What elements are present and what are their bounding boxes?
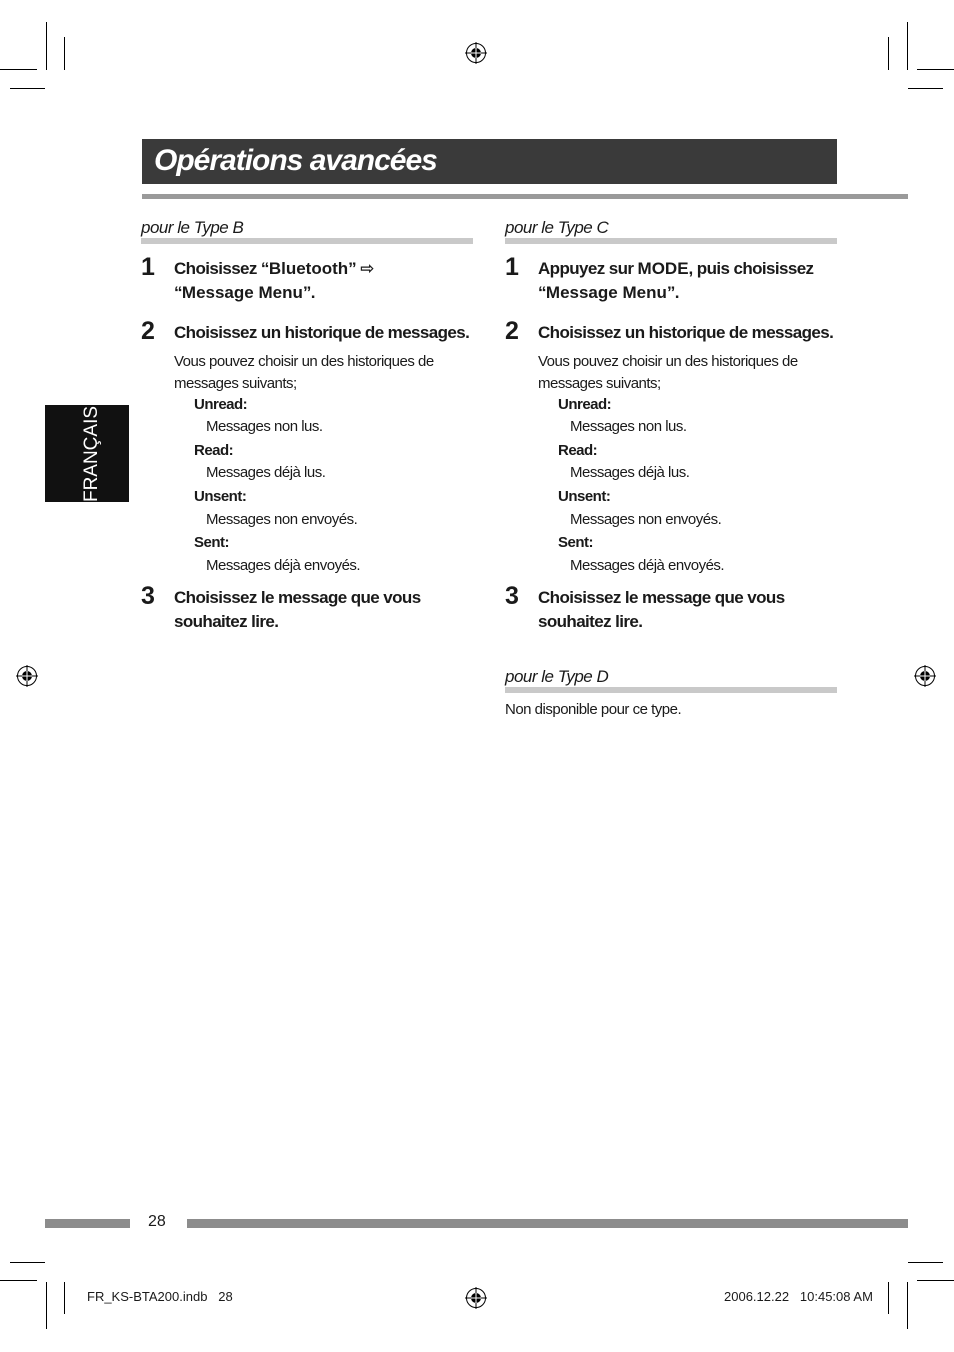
definition-term: Sent: <box>558 534 593 551</box>
definition-desc: Messages non envoyés. <box>206 511 358 528</box>
crop-mark <box>907 1282 908 1329</box>
key-label: MODE <box>637 259 689 278</box>
definition-term: Read: <box>194 442 234 459</box>
page-number: 28 <box>148 1213 166 1230</box>
section-heading-type-d <box>505 667 837 693</box>
registration-mark-icon <box>914 665 936 687</box>
type-d-text: Non disponible pour ce type. <box>505 701 682 718</box>
key-label: Message Menu <box>545 283 667 302</box>
section-heading-label: pour le Type C <box>505 218 609 237</box>
section-heading-type-b <box>141 218 473 244</box>
crop-mark <box>0 1280 37 1281</box>
crop-mark <box>64 37 65 70</box>
crop-mark <box>917 69 954 70</box>
crop-mark <box>907 22 908 70</box>
intro-text: Vous pouvez choisir un des historiques de messages suivants; <box>538 353 798 392</box>
footer-bar <box>187 1219 908 1228</box>
step-text: Choisissez le message que vous souhaitez lire. <box>538 588 785 631</box>
definition-desc: Messages déjà envoyés. <box>570 557 725 574</box>
section-heading-type-c <box>505 218 837 244</box>
definition-desc: Messages déjà lus. <box>570 464 690 481</box>
crop-mark <box>10 88 45 89</box>
definition-term: Unread: <box>194 396 248 413</box>
step-number: 3 <box>141 582 155 610</box>
key-label: Bluetooth <box>268 259 349 278</box>
footer-bar <box>45 1219 130 1228</box>
step-number: 2 <box>141 317 155 345</box>
definition-term: Sent: <box>194 534 229 551</box>
step-text: Choisissez un historique de messages. <box>538 323 834 342</box>
definition-desc: Messages déjà lus. <box>206 464 326 481</box>
step-text: Appuyez sur MODE, puis choisissez “Message Menu”. <box>538 259 814 302</box>
registration-mark-icon <box>16 665 38 687</box>
crop-mark <box>46 1282 47 1329</box>
definition-term: Read: <box>558 442 598 459</box>
step-number: 1 <box>505 253 519 281</box>
crop-mark <box>917 1280 954 1281</box>
crop-mark <box>64 1282 65 1314</box>
section-heading-label: pour le Type B <box>141 218 244 237</box>
step-text: Choisissez “Bluetooth” ⇨ “Message Menu”. <box>174 259 374 302</box>
definition-term: Unsent: <box>194 488 247 505</box>
section-heading-label: pour le Type D <box>505 667 609 686</box>
file-info: FR_KS-BTA200.indb 28 <box>87 1289 233 1304</box>
section-heading-rule <box>505 687 837 693</box>
definition-desc: Messages non lus. <box>206 418 323 435</box>
definition-term: Unsent: <box>558 488 611 505</box>
step-text: Choisissez le message que vous souhaitez lire. <box>174 588 421 631</box>
intro-text: Vous pouvez choisir un des historiques de messages suivants; <box>174 353 434 392</box>
print-timestamp: 2006.12.22 10:45:08 AM <box>724 1289 873 1304</box>
crop-mark <box>888 1282 889 1314</box>
section-heading-rule <box>141 238 473 244</box>
step-number: 3 <box>505 582 519 610</box>
title-banner <box>142 139 837 184</box>
language-tab <box>45 405 129 502</box>
title-rule <box>142 194 908 199</box>
step-text: Choisissez un historique de messages. <box>174 323 470 342</box>
step-number: 1 <box>141 253 155 281</box>
page-title: Opérations avancées <box>154 144 437 177</box>
definition-term: Unread: <box>558 396 612 413</box>
registration-mark-icon <box>465 42 487 64</box>
crop-mark <box>10 1262 45 1263</box>
crop-mark <box>908 1262 943 1263</box>
language-label: FRANÇAIS <box>81 405 102 502</box>
section-heading-rule <box>505 238 837 244</box>
crop-mark <box>0 69 37 70</box>
crop-mark <box>46 22 47 70</box>
definition-desc: Messages non envoyés. <box>570 511 722 528</box>
crop-mark <box>908 88 943 89</box>
registration-mark-icon <box>465 1287 487 1309</box>
crop-mark <box>888 37 889 70</box>
definition-desc: Messages déjà envoyés. <box>206 557 361 574</box>
key-label: Message Menu <box>181 283 303 302</box>
step-number: 2 <box>505 317 519 345</box>
definition-desc: Messages non lus. <box>570 418 687 435</box>
